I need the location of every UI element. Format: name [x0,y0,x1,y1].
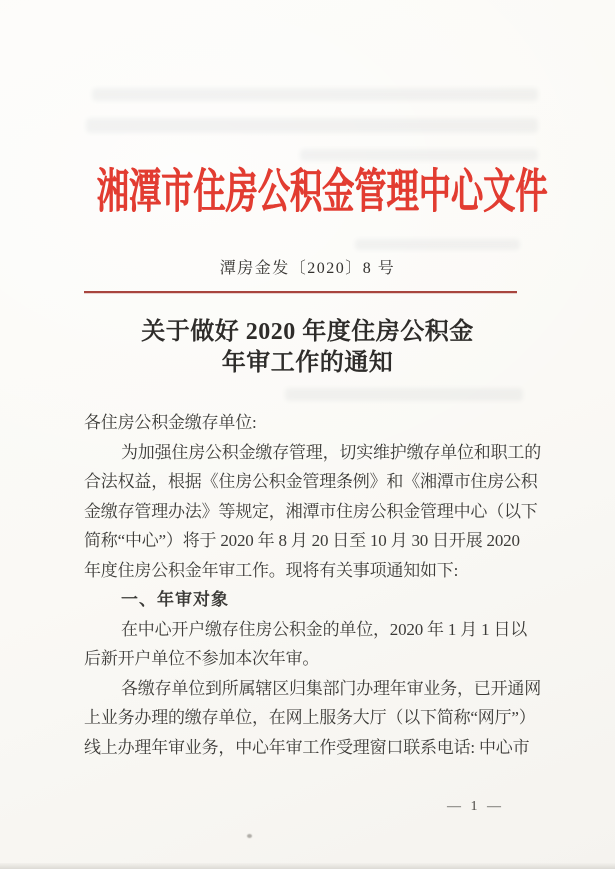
scan-speck [247,834,252,838]
document-body [84,408,541,762]
scan-bottom-edge [0,863,615,869]
bleedthrough-smudge [285,388,523,401]
body-line: 线上办理年审业务，中心年审工作受理窗口联系电话: 中心市 [84,737,530,757]
body-line: 各缴存单位到所属辖区归集部门办理年审业务，已开通网 [121,678,541,698]
page-number: — 1 — [447,799,504,814]
body-line: 各住房公积金缴存单位: [84,413,257,432]
letterhead [0,167,615,228]
document-number: 潭房金发〔2020〕8 号 [219,260,396,277]
body-line: 简称“中心”）将于 2020 年 8 月 20 日至 10 月 30 日开展 2020 [84,531,520,550]
document-title-line2: 年审工作的通知 [221,350,394,376]
body-line: 金缴存管理办法》等规定，湘潭市住房公积金管理中心（以下 [84,501,538,521]
body-line: 上业务办理的缴存单位，在网上服务大厅（以下简称“网厅”） [84,708,536,727]
bleedthrough-smudge [86,118,538,133]
letterhead-title: 湘潭市住房公积金管理中心文件 [96,165,548,218]
document-title [0,317,615,379]
bleedthrough-smudge [355,239,520,250]
body-line: 年度住房公积金年审工作。现将有关事项通知如下: [84,560,459,580]
bleedthrough-smudge [92,88,538,101]
bleedthrough-smudge [300,149,538,161]
body-line: 合法权益，根据《住房公积金管理条例》和《湘潭市住房公积 [84,472,538,491]
red-divider-rule [84,291,517,293]
body-line: 在中心开户缴存住房公积金的单位，2020 年 1 月 1 日以 [121,619,528,639]
body-line: 后新开户单位不参加本次年审。 [84,649,320,668]
body-line: 为加强住房公积金缴存管理，切实维护缴存单位和职工的 [121,442,541,462]
document-title-line1: 关于做好 2020 年度住房公积金 [141,319,474,345]
section-heading: 一、年审对象 [121,590,229,609]
